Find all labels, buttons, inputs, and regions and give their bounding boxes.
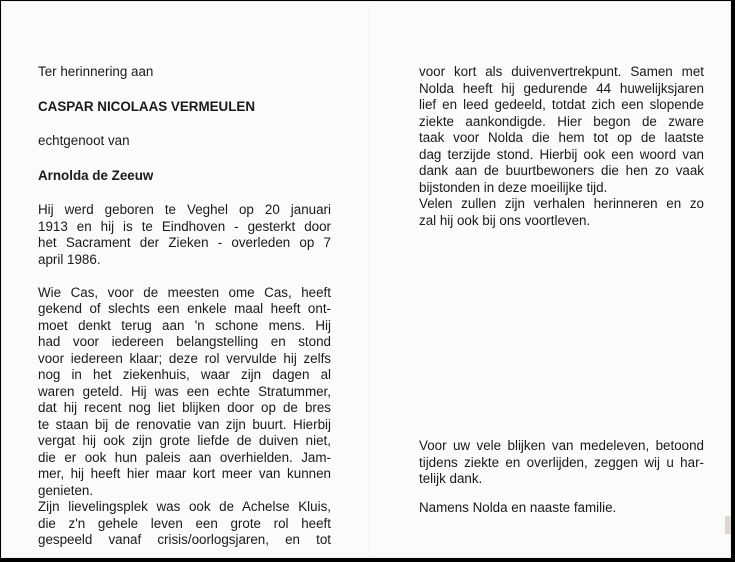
bio-line: het Sacrament der Zieken - overleden op 7: [38, 235, 331, 250]
story-line: waren geteld. Hij was een echte Stratummer,: [38, 383, 331, 399]
story-line: had voor iedereen belangstelling en stond: [38, 334, 331, 349]
story-line: ziekte aankondigde. Hier begon de zware: [419, 113, 704, 129]
story-line: dag terzijde stond. Hierbij ook een woord van: [419, 146, 704, 162]
story-line: Zijn lievelingsplek was ook de Achelse Kluis,: [38, 499, 331, 514]
left-column: [38, 64, 331, 549]
story-line: lief en leed gedeeld, totdat zich een slopende: [419, 97, 704, 112]
story-line: gespeeld vanaf crisis/oorlogsjaren, en tot: [38, 532, 331, 547]
story-line: die er ook hun paleis aan overhielden. Jam-: [38, 449, 331, 465]
card-fold: [368, 1, 369, 558]
story-line: voor kort als duivenvertrekpunt. Samen met: [419, 64, 704, 79]
signature: Namens Nolda en naaste familie.: [419, 500, 617, 515]
intro-text: Ter herinnering aan: [38, 64, 154, 79]
story-line: genieten.: [38, 482, 94, 498]
story-paragraph: [38, 285, 331, 549]
bio-paragraph: [38, 202, 331, 268]
story-line: gekend of slechts een enkele maal heeft ont-: [38, 301, 331, 316]
story-line: dat hij recent nog liet blijken door op de bres: [38, 400, 331, 415]
story-line: nog in het ziekenhuis, waar zijn dagen al: [38, 367, 331, 382]
spouse-intro: echtgenoot van: [38, 133, 130, 148]
deceased-name: CASPAR NICOLAAS VERMEULEN: [38, 98, 255, 114]
story-line: taak voor Nolda die hem tot op de laatste: [419, 130, 704, 145]
bio-line: april 1986.: [38, 251, 101, 267]
story-line: vergat hij ook zijn grote liefde de duiven niet,: [38, 433, 331, 448]
story-line: te staan bij de renovatie van zijn buurt. Hierbij: [38, 416, 331, 432]
story-line: Wie Cas, voor de meesten ome Cas, heeft: [38, 284, 331, 300]
story-line: Velen zullen zijn verhalen herinneren en zo: [419, 196, 704, 211]
story-line: zal hij ook bij ons voortleven.: [419, 212, 591, 228]
thanks-line: Voor uw vele blijken van medeleven, betoond: [419, 438, 704, 453]
thanks-paragraph: [419, 438, 704, 488]
right-column: [419, 64, 704, 515]
thanks-line: tijdens ziekte en overlijden, zeggen wij u har-: [419, 454, 704, 470]
story-line: bijstonden in deze moeilijke tijd.: [419, 179, 608, 195]
bio-line: 1913 en hij is te Eindhoven - gesterkt door: [38, 218, 331, 234]
story-line: moet denkt terug aan 'n schone mens. Hij: [38, 317, 331, 333]
story-line: die z'n gehele leven een grote rol heeft: [38, 515, 331, 531]
thanks-line: telijk dank.: [419, 471, 483, 486]
bio-line: Hij werd geboren te Veghel op 20 januari: [38, 202, 331, 217]
memorial-card: [1, 1, 731, 558]
story-continued: [419, 64, 704, 229]
edge-mark: [725, 516, 731, 534]
spouse-name: Arnolda de Zeeuw: [38, 167, 154, 183]
story-line: voor iedereen klaar; deze rol vervulde hij zelfs: [38, 350, 331, 366]
story-line: mer, hij heeft hier maar kort meer van kunnen: [38, 466, 331, 481]
story-line: Nolda heeft hij gedurende 44 huwelijksjaren: [419, 80, 704, 96]
story-line: dank aan de buurtbewoners die hen zo vaak: [419, 163, 704, 178]
